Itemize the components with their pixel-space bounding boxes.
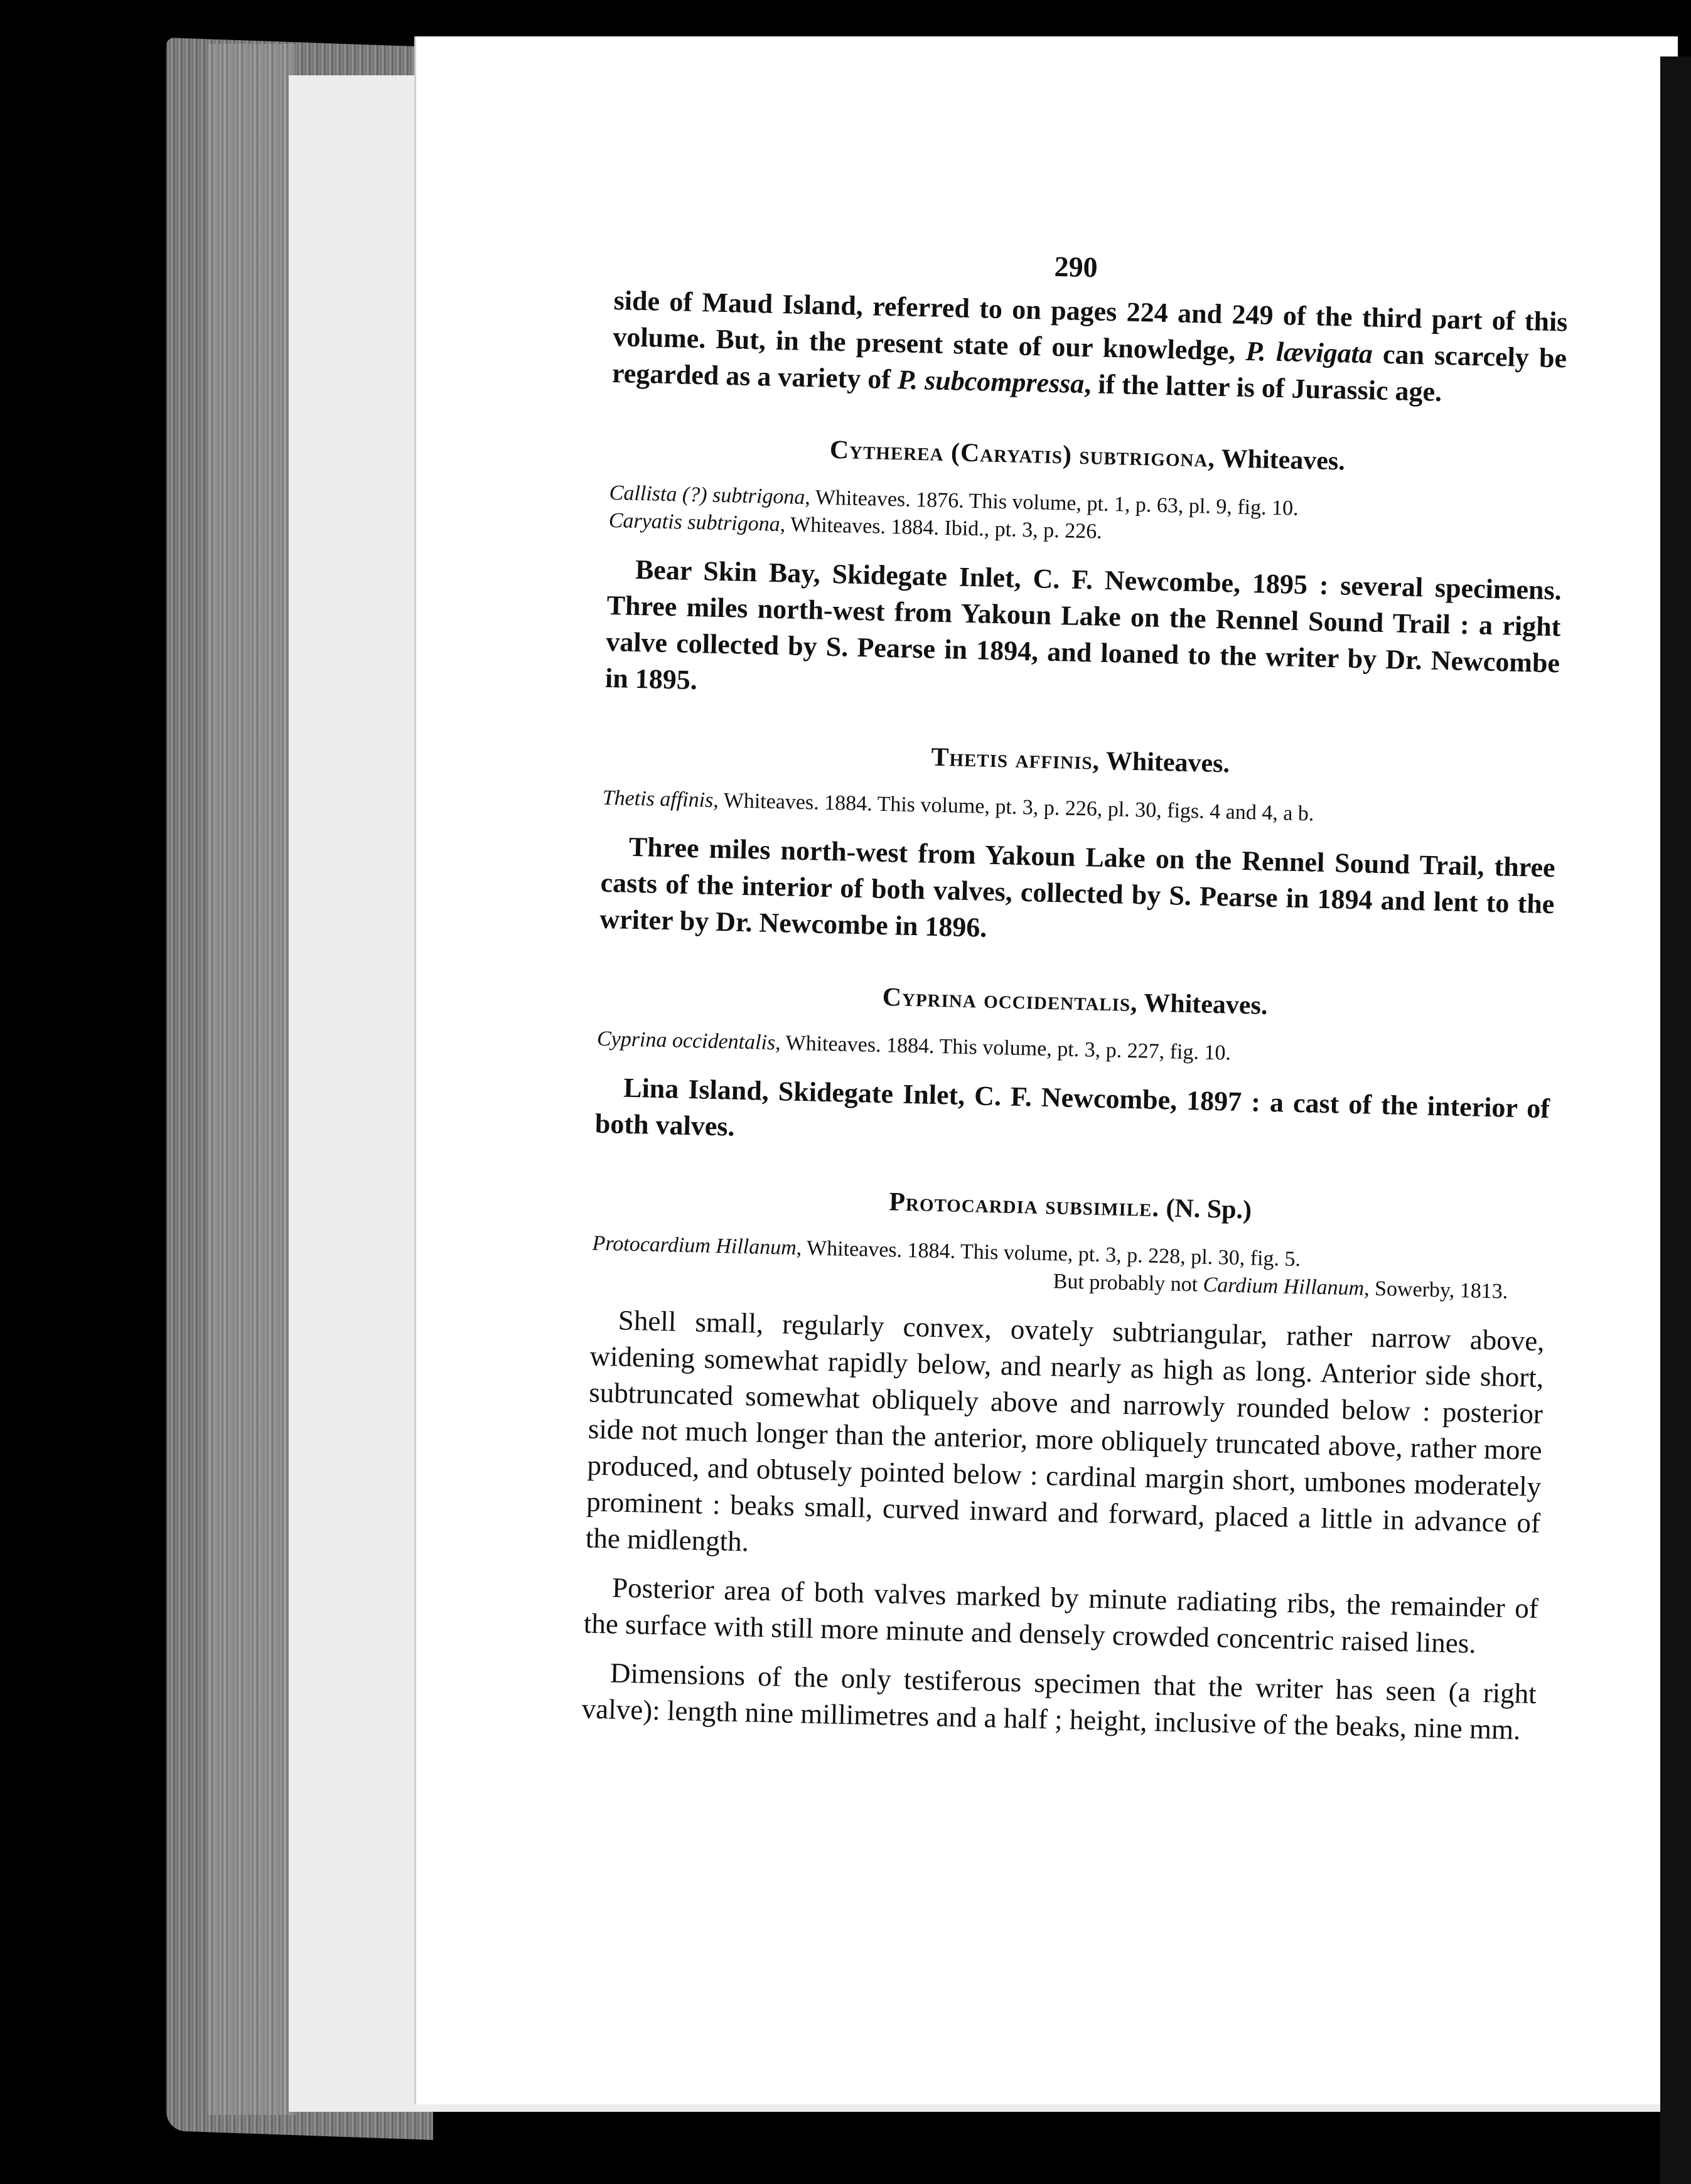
synonym-citation: , Whiteaves. 1884. This volume, pt. 3, p. 228, pl. 30, fig. 5.: [796, 1236, 1301, 1271]
locality-paragraph-cytherea: Bear Skin Bay, Skidegate Inlet, C. F. Newcombe, 1895 : several specimens. Three miles north-west from Yakoun Lake on the Rennel Sound Trail : a right valve collected by S. Pearse in 1894, and loaned to the writer by Dr. Newcombe in 1895.: [604, 554, 1562, 696]
synonym-name: Thetis affinis: [602, 786, 714, 812]
synonym-citation: , Sowerby, 1813.: [1363, 1277, 1508, 1303]
dimensions-paragraph: Dimensions of the only testiferous specimen that the writer has seen (a right valve): length nine millimetres and a half ; height, inclusive of the beaks, nine mm.: [581, 1657, 1537, 1746]
species-author: Whiteaves.: [1099, 746, 1230, 779]
book-page-edges-shading: [207, 44, 295, 2115]
synonym-name: Cardium Hillanum: [1203, 1273, 1365, 1300]
synonym-citation: , Whiteaves. 1876. This volume, pt. 1, p. 63, pl. 9, fig. 10.: [805, 485, 1299, 520]
synonymy-line: [602, 784, 1557, 833]
synonymy-cytherea: [608, 479, 1564, 556]
synonym-citation: , Whiteaves. 1884. Ibid., pt. 3, p. 226.: [780, 513, 1103, 543]
synonymy-line: [597, 1025, 1552, 1074]
intro-species-2: P. subcompressa: [897, 364, 1085, 400]
page-number: 290: [1054, 250, 1098, 284]
species-author: (N. Sp.): [1159, 1194, 1252, 1225]
synonym-name: Caryatis subtrigona: [608, 508, 781, 537]
locality-paragraph-thetis: Three miles north-west from Yakoun Lake on the Rennel Sound Trail, three casts of the interior of both valves, collected by S. Pearse in 1894 and lent to the writer by Dr. Newcombe in 1896.: [599, 831, 1556, 943]
synonym-citation: , Whiteaves. 1884. This volume, pt. 3, p. 227, fig. 10.: [775, 1031, 1232, 1065]
synonym-name: Protocardium Hillanum: [592, 1231, 797, 1260]
intro-text-1: side of Maud Island, referred to on pages 224 and 249 of the third part of this volume. But, in the present state of our knowledge,: [612, 284, 1568, 367]
species-name: Cyprina occidentalis,: [882, 982, 1139, 1018]
synonym-name: Callista (?) subtrigona: [609, 481, 805, 509]
synonym-note: But probably not: [1053, 1270, 1204, 1297]
synonymy-protocardia: [591, 1230, 1547, 1307]
species-heading-thetis: [603, 732, 1558, 790]
species-name: Thetis affinis,: [931, 742, 1100, 776]
synonymy-thetis: [602, 784, 1557, 833]
locality-paragraph-cyprina: Lina Island, Skidegate Inlet, C. F. Newcombe, 1897 : a cast of the interior of both valves.: [594, 1072, 1550, 1142]
intro-text-3: , if the latter is of Jurassic age.: [1083, 368, 1442, 407]
synonym-name: Cyprina occidentalis: [596, 1027, 776, 1055]
description-paragraph: Shell small, regularly convex, ovately subtriangular, rather narrow above, widening somewhat rapidly below, and nearly as high as long. Anterior side short, subtruncated somewhat obliquely above and narrowly rounded below : posterior side not much longer than the anterior, more obliquely truncated above, rather more produced, and obtusely pointed below : cardinal margin short, umbones moderately prominent : beaks small, curved inward and forward, placed a little in advance of the midlength.: [585, 1304, 1545, 1558]
intro-species-1: P. lævigata: [1245, 335, 1373, 370]
species-author: Whiteaves.: [1137, 988, 1268, 1020]
species-name: Protocardia subsimile.: [888, 1187, 1160, 1223]
species-author: Whiteaves.: [1215, 444, 1346, 476]
synonym-citation: , Whiteaves. 1884. This volume, pt. 3, p. 226, pl. 30, figs. 4 and 4, a b.: [712, 788, 1314, 826]
species-heading-protocardia: [593, 1177, 1548, 1235]
intro-text-2: can scarcely be regarded as a variety of: [611, 338, 1567, 395]
species-heading-cytherea: [610, 427, 1565, 484]
intro-paragraph: [611, 282, 1568, 413]
species-heading-cyprina: [598, 973, 1552, 1030]
species-name: Cytherea (Caryatis) subtrigona,: [829, 435, 1216, 473]
synonymy-cyprina: [597, 1025, 1552, 1074]
page-content: [581, 238, 1569, 1748]
right-page-edge: [1660, 56, 1691, 2184]
description-paragraph: Posterior area of both valves marked by minute radiating ribs, the remainder of the surface with still more minute and densely crowded concentric raised lines.: [583, 1571, 1539, 1659]
